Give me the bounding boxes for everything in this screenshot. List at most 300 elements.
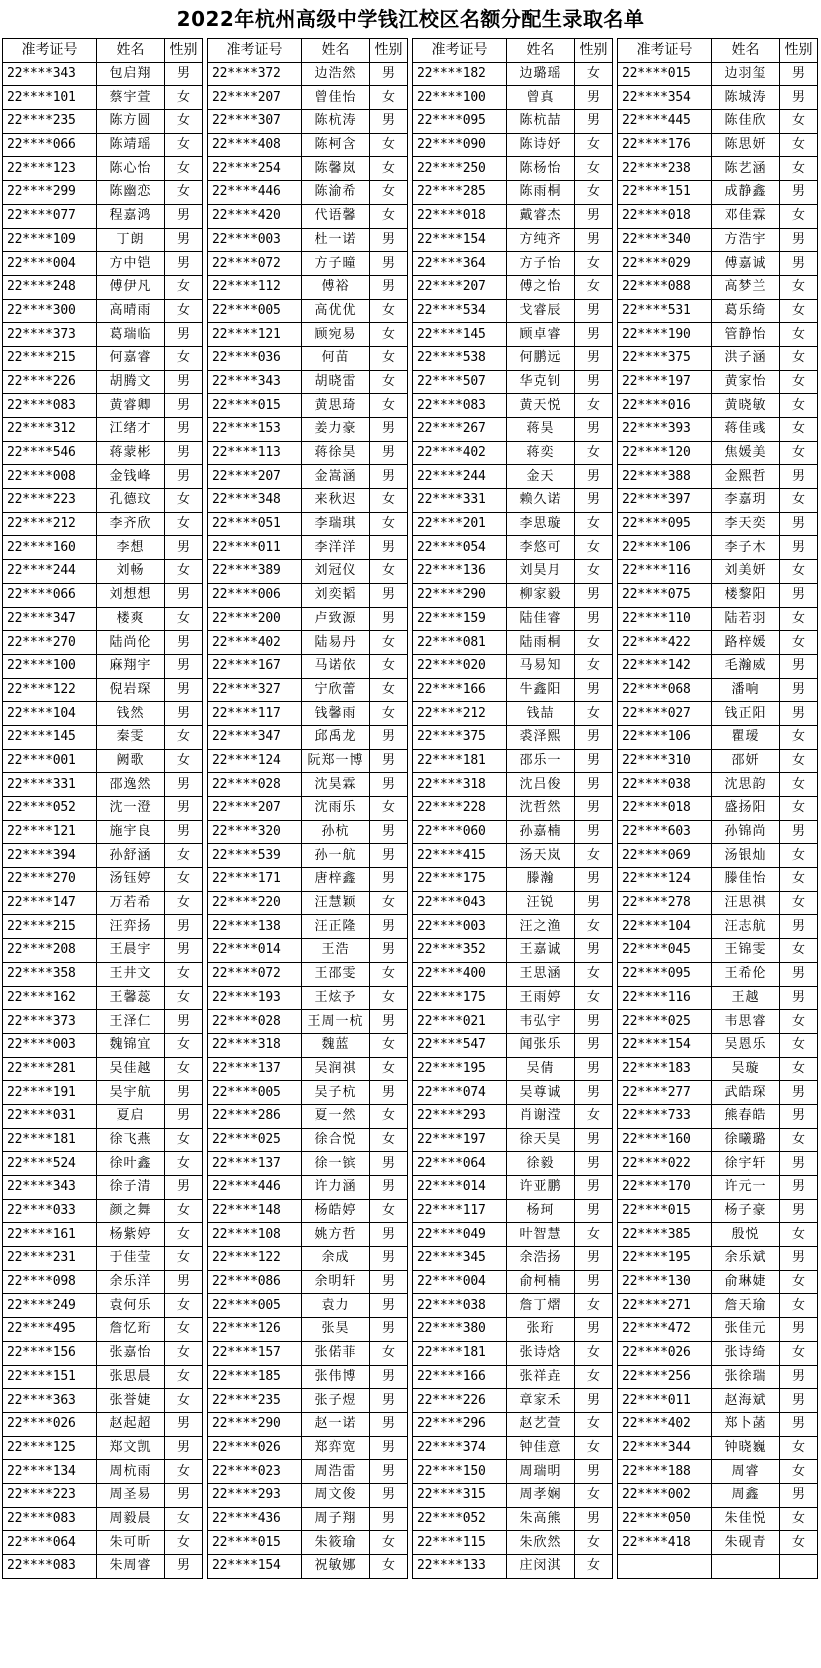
table-row	[3, 1247, 203, 1271]
exam-id-cell: 22****050	[618, 1507, 712, 1531]
exam-id-cell: 22****603	[618, 820, 712, 844]
exam-id-cell: 22****100	[3, 654, 97, 678]
gender-cell: 女	[780, 1010, 818, 1034]
name-cell: 楼爽	[97, 607, 165, 631]
table-row	[618, 654, 818, 678]
table-row	[413, 1531, 613, 1555]
name-cell: 邓佳霖	[712, 204, 780, 228]
table-row	[3, 204, 203, 228]
table-row	[3, 1341, 203, 1365]
name-cell: 汪正隆	[302, 915, 370, 939]
gender-cell: 女	[165, 512, 203, 536]
gender-cell: 女	[165, 1033, 203, 1057]
table-row	[618, 133, 818, 157]
name-cell: 宁欣蕾	[302, 678, 370, 702]
gender-cell: 女	[780, 1294, 818, 1318]
gender-cell: 女	[370, 702, 408, 726]
name-cell: 金熙哲	[712, 465, 780, 489]
name-cell: 汪思祺	[712, 891, 780, 915]
exam-id-cell: 22****104	[618, 915, 712, 939]
table-row	[208, 418, 408, 442]
name-cell: 马易知	[507, 654, 575, 678]
name-cell: 金天	[507, 465, 575, 489]
table-row	[618, 1104, 818, 1128]
name-cell: 傅伊凡	[97, 275, 165, 299]
gender-cell: 女	[370, 1341, 408, 1365]
gender-cell: 女	[575, 275, 613, 299]
table-row	[618, 228, 818, 252]
gender-cell: 男	[780, 915, 818, 939]
gender-cell: 女	[575, 702, 613, 726]
gender-cell: 男	[370, 1412, 408, 1436]
table-row	[618, 1223, 818, 1247]
table-row	[413, 299, 613, 323]
name-cell: 袁力	[302, 1294, 370, 1318]
exam-id-cell: 22****286	[208, 1104, 302, 1128]
exam-id-cell: 22****171	[208, 868, 302, 892]
table-row	[208, 1176, 408, 1200]
gender-cell: 女	[370, 394, 408, 418]
exam-id-cell: 22****170	[618, 1176, 712, 1200]
exam-id-cell: 22****083	[3, 394, 97, 418]
name-cell: 傅嘉诚	[712, 252, 780, 276]
name-cell: 方子怡	[507, 252, 575, 276]
gender-cell: 女	[780, 797, 818, 821]
name-cell: 周子翔	[302, 1507, 370, 1531]
exam-id-cell: 22****212	[413, 702, 507, 726]
name-cell: 赖久诺	[507, 489, 575, 513]
name-cell: 方子曈	[302, 252, 370, 276]
exam-id-cell: 22****026	[618, 1341, 712, 1365]
gender-cell: 女	[165, 275, 203, 299]
name-cell: 何鹏远	[507, 346, 575, 370]
table-row	[413, 678, 613, 702]
table-row	[3, 1483, 203, 1507]
exam-id-cell: 22****124	[618, 868, 712, 892]
name-cell: 赵海斌	[712, 1389, 780, 1413]
table-row	[413, 418, 613, 442]
name-cell: 沈吕俊	[507, 773, 575, 797]
table-row	[618, 678, 818, 702]
gender-cell: 男	[165, 441, 203, 465]
gender-cell: 女	[165, 868, 203, 892]
table-row	[3, 110, 203, 134]
table-row	[618, 915, 818, 939]
exam-id-cell: 22****389	[208, 560, 302, 584]
exam-id-cell: 22****320	[208, 820, 302, 844]
name-cell: 沈思韵	[712, 773, 780, 797]
table-row	[3, 536, 203, 560]
exam-id-cell: 22****254	[208, 157, 302, 181]
name-cell: 夏启	[97, 1104, 165, 1128]
table-row	[3, 418, 203, 442]
exam-id-cell: 22****090	[413, 133, 507, 157]
exam-id-cell: 22****248	[3, 275, 97, 299]
gender-cell: 女	[780, 370, 818, 394]
exam-id-cell: 22****318	[208, 1033, 302, 1057]
gender-cell: 女	[780, 1436, 818, 1460]
gender-cell: 女	[165, 181, 203, 205]
exam-id-cell: 22****343	[3, 1176, 97, 1200]
name-cell: 刘昊月	[507, 560, 575, 584]
gender-cell: 女	[165, 1247, 203, 1271]
name-cell: 何苗	[302, 346, 370, 370]
gender-cell: 女	[370, 86, 408, 110]
exam-id-cell: 22****011	[208, 536, 302, 560]
exam-id-cell: 22****402	[413, 441, 507, 465]
table-row	[208, 1247, 408, 1271]
name-cell: 周毅晨	[97, 1507, 165, 1531]
table-row	[3, 915, 203, 939]
gender-cell: 男	[575, 1507, 613, 1531]
name-cell: 曾佳怡	[302, 86, 370, 110]
name-cell: 魏锦宜	[97, 1033, 165, 1057]
name-cell: 赵一诺	[302, 1412, 370, 1436]
name-cell: 余成	[302, 1247, 370, 1271]
exam-id-cell: 22****101	[3, 86, 97, 110]
table-row	[208, 607, 408, 631]
gender-cell: 男	[370, 228, 408, 252]
table-row	[208, 1460, 408, 1484]
name-cell: 丁朗	[97, 228, 165, 252]
exam-id-cell: 22****166	[413, 1365, 507, 1389]
name-cell: 汪锐	[507, 891, 575, 915]
gender-cell: 女	[780, 939, 818, 963]
table-row	[208, 133, 408, 157]
gender-cell: 男	[575, 1270, 613, 1294]
name-cell: 方纯齐	[507, 228, 575, 252]
table-row	[618, 1341, 818, 1365]
table-row	[208, 725, 408, 749]
gender-cell: 女	[780, 275, 818, 299]
name-cell: 张珩	[507, 1318, 575, 1342]
gender-cell: 男	[575, 725, 613, 749]
name-cell: 吴倩	[507, 1057, 575, 1081]
table-row	[3, 1010, 203, 1034]
exam-id-cell: 22****015	[618, 62, 712, 86]
gender-cell: 女	[780, 489, 818, 513]
gender-cell: 女	[370, 204, 408, 228]
exam-id-cell: 22****310	[618, 749, 712, 773]
name-cell: 蒋徐昊	[302, 441, 370, 465]
exam-id-cell: 22****064	[3, 1531, 97, 1555]
gender-cell: 女	[370, 133, 408, 157]
table-row	[618, 1483, 818, 1507]
table-row	[3, 1460, 203, 1484]
table-row	[618, 962, 818, 986]
exam-id-cell: 22****200	[208, 607, 302, 631]
table-row	[208, 275, 408, 299]
exam-id-cell: 22****375	[413, 725, 507, 749]
name-cell: 颜之舞	[97, 1199, 165, 1223]
gender-cell: 女	[165, 1294, 203, 1318]
table-row	[618, 1247, 818, 1271]
table-row	[3, 986, 203, 1010]
table-row	[413, 773, 613, 797]
gender-cell: 男	[165, 228, 203, 252]
gender-cell: 男	[575, 607, 613, 631]
exam-id-cell: 22****160	[3, 536, 97, 560]
gender-cell: 男	[370, 820, 408, 844]
gender-cell: 女	[575, 62, 613, 86]
table-row	[3, 228, 203, 252]
name-cell: 王思涵	[507, 962, 575, 986]
table-row	[3, 1412, 203, 1436]
table-row	[3, 1555, 203, 1579]
table-row	[618, 157, 818, 181]
gender-cell: 女	[370, 157, 408, 181]
exam-id-cell: 22****290	[413, 583, 507, 607]
exam-id-cell: 22****038	[413, 1294, 507, 1318]
name-cell: 汤天岚	[507, 844, 575, 868]
gender-cell: 男	[575, 1152, 613, 1176]
table-row	[413, 1365, 613, 1389]
exam-id-cell: 22****005	[208, 1294, 302, 1318]
name-cell: 李洋洋	[302, 536, 370, 560]
table-row	[618, 512, 818, 536]
gender-cell: 男	[780, 181, 818, 205]
table-row	[3, 133, 203, 157]
table-row	[618, 418, 818, 442]
gender-cell: 女	[780, 868, 818, 892]
gender-cell: 女	[780, 157, 818, 181]
name-cell: 徐毅	[507, 1152, 575, 1176]
name-cell: 黄思琦	[302, 394, 370, 418]
name-cell: 许力涵	[302, 1176, 370, 1200]
name-cell: 韦弘宇	[507, 1010, 575, 1034]
gender-cell: 男	[165, 797, 203, 821]
gender-cell: 男	[165, 915, 203, 939]
exam-id-cell: 22****100	[413, 86, 507, 110]
gender-cell: 女	[370, 797, 408, 821]
name-cell: 余乐洋	[97, 1270, 165, 1294]
exam-id-cell: 22****270	[3, 631, 97, 655]
table-row	[618, 631, 818, 655]
exam-id-cell: 22****235	[3, 110, 97, 134]
exam-id-cell: 22****546	[3, 441, 97, 465]
name-cell: 方浩宇	[712, 228, 780, 252]
table-row	[413, 868, 613, 892]
gender-cell: 女	[370, 631, 408, 655]
table-row	[618, 275, 818, 299]
name-cell: 顾卓睿	[507, 323, 575, 347]
table-row	[208, 394, 408, 418]
table-row	[3, 394, 203, 418]
name-cell: 李子木	[712, 536, 780, 560]
exam-id-cell: 22****531	[618, 299, 712, 323]
exam-id-cell: 22****223	[3, 1483, 97, 1507]
table-row	[413, 1033, 613, 1057]
exam-id-cell: 22****016	[618, 394, 712, 418]
table-row	[3, 323, 203, 347]
name-cell: 李天奕	[712, 512, 780, 536]
name-cell: 傅之怡	[507, 275, 575, 299]
name-cell: 陈城涛	[712, 86, 780, 110]
gender-cell: 男	[575, 1010, 613, 1034]
gender-cell: 女	[575, 181, 613, 205]
name-cell: 陆佳睿	[507, 607, 575, 631]
name-cell: 张偌菲	[302, 1341, 370, 1365]
gender-cell: 男	[780, 962, 818, 986]
exam-id-cell: 22****049	[413, 1223, 507, 1247]
table-row	[208, 962, 408, 986]
exam-id-cell: 22****154	[413, 228, 507, 252]
column-header: 姓名	[97, 39, 165, 63]
name-cell: 张徐瑞	[712, 1365, 780, 1389]
exam-id-cell: 22****095	[413, 110, 507, 134]
gender-cell: 男	[780, 536, 818, 560]
name-cell: 章家禾	[507, 1389, 575, 1413]
name-cell: 边璐瑶	[507, 62, 575, 86]
table-row	[618, 1531, 818, 1555]
exam-id-cell: 22****358	[3, 962, 97, 986]
table-row	[618, 1318, 818, 1342]
table-row	[208, 1389, 408, 1413]
gender-cell: 男	[370, 1247, 408, 1271]
gender-cell: 男	[165, 1270, 203, 1294]
gender-cell: 男	[575, 939, 613, 963]
exam-id-cell: 22****117	[208, 702, 302, 726]
exam-id-cell: 22****004	[3, 252, 97, 276]
table-row	[3, 702, 203, 726]
gender-cell: 男	[575, 323, 613, 347]
gender-cell: 男	[370, 536, 408, 560]
gender-cell: 男	[370, 583, 408, 607]
gender-cell: 女	[575, 512, 613, 536]
gender-cell: 男	[165, 583, 203, 607]
exam-id-cell: 22****181	[3, 1128, 97, 1152]
exam-id-cell: 22****003	[208, 228, 302, 252]
table-row	[208, 346, 408, 370]
exam-id-cell: 22****106	[618, 536, 712, 560]
column-header: 性别	[575, 39, 613, 63]
table-row	[208, 773, 408, 797]
table-row	[3, 583, 203, 607]
exam-id-cell: 22****344	[618, 1436, 712, 1460]
exam-id-cell: 22****074	[413, 1081, 507, 1105]
name-cell: 陆若羽	[712, 607, 780, 631]
name-cell: 万若希	[97, 891, 165, 915]
exam-id-cell: 22****045	[618, 939, 712, 963]
gender-cell: 男	[165, 465, 203, 489]
name-cell: 李瑞琪	[302, 512, 370, 536]
exam-id-cell: 22****191	[3, 1081, 97, 1105]
gender-cell: 女	[780, 631, 818, 655]
exam-id-cell: 22****400	[413, 962, 507, 986]
name-cell: 蒋昊	[507, 418, 575, 442]
gender-cell: 男	[575, 228, 613, 252]
name-cell: 许元一	[712, 1176, 780, 1200]
name-cell: 顾宛易	[302, 323, 370, 347]
exam-id-cell: 22****315	[413, 1483, 507, 1507]
name-cell: 汤银灿	[712, 844, 780, 868]
name-cell: 黄天悦	[507, 394, 575, 418]
gender-cell: 女	[165, 1341, 203, 1365]
name-cell: 路梓媛	[712, 631, 780, 655]
name-cell: 钱喆	[507, 702, 575, 726]
table-row	[208, 583, 408, 607]
gender-cell: 女	[575, 844, 613, 868]
table-row	[208, 844, 408, 868]
table-row	[413, 157, 613, 181]
gender-cell: 女	[370, 891, 408, 915]
exam-id-cell: 22****363	[3, 1389, 97, 1413]
table-row	[413, 1460, 613, 1484]
table-row	[413, 86, 613, 110]
table-row	[413, 204, 613, 228]
exam-id-cell: 22****109	[3, 228, 97, 252]
exam-id-cell: 22****120	[618, 441, 712, 465]
name-cell: 夏一然	[302, 1104, 370, 1128]
name-cell: 叶智慧	[507, 1223, 575, 1247]
gender-cell: 男	[780, 1104, 818, 1128]
gender-cell: 女	[780, 844, 818, 868]
exam-id-cell: 22****207	[208, 797, 302, 821]
name-cell: 余明轩	[302, 1270, 370, 1294]
name-cell: 王泽仁	[97, 1010, 165, 1034]
name-cell: 姜力豪	[302, 418, 370, 442]
gender-cell: 男	[575, 868, 613, 892]
exam-id-cell: 22****250	[413, 157, 507, 181]
exam-id-cell: 22****374	[413, 1436, 507, 1460]
table-row	[208, 1365, 408, 1389]
name-cell: 戈睿辰	[507, 299, 575, 323]
name-cell: 沈一澄	[97, 797, 165, 821]
name-cell: 裘泽熙	[507, 725, 575, 749]
exam-id-cell: 22****293	[208, 1483, 302, 1507]
table-row	[208, 489, 408, 513]
name-cell: 张思晨	[97, 1365, 165, 1389]
header-row	[413, 39, 613, 63]
gender-cell: 女	[370, 1057, 408, 1081]
table-row	[208, 1412, 408, 1436]
name-cell: 王馨蕊	[97, 986, 165, 1010]
exam-id-cell: 22****104	[3, 702, 97, 726]
exam-id-cell: 22****018	[413, 204, 507, 228]
gender-cell: 女	[165, 1507, 203, 1531]
exam-id-cell: 22****402	[208, 631, 302, 655]
name-cell: 刘奕韬	[302, 583, 370, 607]
exam-id-cell: 22****029	[618, 252, 712, 276]
table-row	[413, 1128, 613, 1152]
gender-cell: 男	[780, 228, 818, 252]
name-cell: 周杭雨	[97, 1460, 165, 1484]
exam-id-cell: 22****066	[3, 133, 97, 157]
exam-id-cell: 22****733	[618, 1104, 712, 1128]
header-row	[3, 39, 203, 63]
name-cell: 肖谢滢	[507, 1104, 575, 1128]
table-row	[618, 1436, 818, 1460]
name-cell: 黄晓敏	[712, 394, 780, 418]
exam-id-cell: 22****188	[618, 1460, 712, 1484]
exam-id-cell: 22****393	[618, 418, 712, 442]
table-row	[413, 939, 613, 963]
name-cell: 郑卜菡	[712, 1412, 780, 1436]
gender-cell: 女	[165, 157, 203, 181]
gender-cell: 女	[575, 1531, 613, 1555]
exam-id-cell: 22****352	[413, 939, 507, 963]
gender-cell: 女	[575, 394, 613, 418]
gender-cell: 男	[165, 323, 203, 347]
exam-id-cell: 22****375	[618, 346, 712, 370]
gender-cell: 男	[575, 1460, 613, 1484]
table-row	[208, 560, 408, 584]
gender-cell: 女	[780, 299, 818, 323]
exam-id-cell: 22****408	[208, 133, 302, 157]
gender-cell: 女	[370, 1555, 408, 1579]
table-row	[208, 1223, 408, 1247]
gender-cell: 女	[370, 181, 408, 205]
